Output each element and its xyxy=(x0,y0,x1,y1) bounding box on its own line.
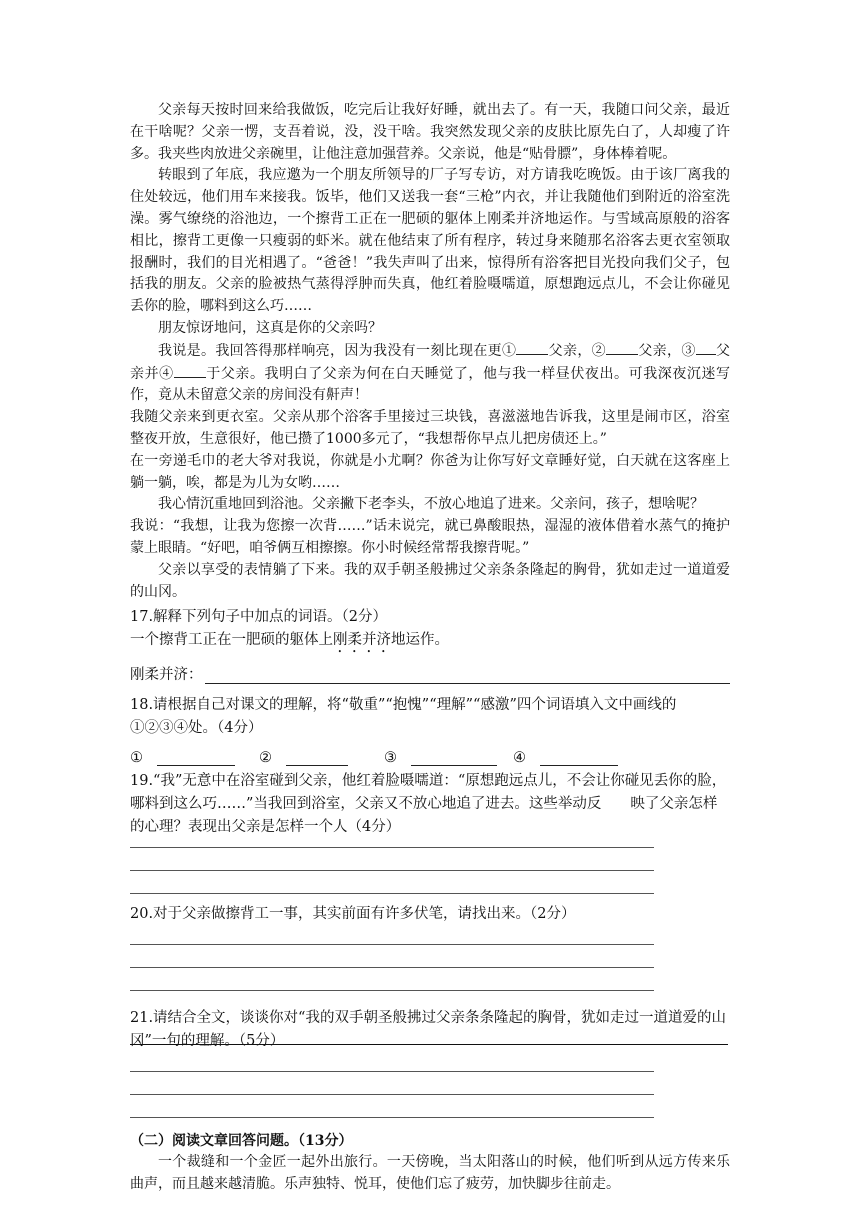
story-paragraph-8: 我说：“我想，让我为您擦一次背……”话未说完，就已鼻酸眼热，湿湿的液体借着水蒸气的掩护蒙上眼睛。“好吧，咱爷俩互相擦擦。你小时候经常帮我擦背呢。” xyxy=(130,518,730,556)
exam-page xyxy=(130,100,730,1196)
q18-label-3: ③ xyxy=(384,750,397,767)
q19-answer-line[interactable] xyxy=(130,893,654,894)
q19-answer-lines xyxy=(130,847,654,894)
section-2-paragraph-1: 一个裁缝和一个金匠一起外出旅行。一天傍晚，当太阳落山的时候，他们听到从远方传来乐曲声，而且越来越清脆。乐声独特、悦耳，使他们忘了疲劳，加快脚步往前走。 xyxy=(130,1154,730,1193)
story-paragraph-3: 朋友惊讶地问，这真是你的父亲吗？ xyxy=(158,319,382,336)
q21-answer-line[interactable] xyxy=(130,1117,654,1118)
q19-answer-line[interactable] xyxy=(130,847,654,848)
q17-dotted-word: 刚柔并济 xyxy=(333,632,391,649)
story-paragraph-7: 我心情沉重地回到浴池。父亲撇下老李头，不放心地追了进来。父亲问，孩子，想啥呢？ xyxy=(158,496,704,513)
fill-blank-4[interactable] xyxy=(174,363,206,378)
story-paragraph-1: 父亲每天按时回来给我做饭，吃完后让我好好睡，就出去了。有一天，我随口问父亲，最近在干啥呢？父亲一愣，支吾着说，没，没干啥。我突然发现父亲的皮肤比原先白了，人却瘦了许多。我夹些肉放进父亲碗里，让他注意加强营养。父亲说，他是“贴骨膘”，身体棒着呢。 xyxy=(130,102,730,162)
fill-blank-3[interactable] xyxy=(696,340,716,355)
q17-answer-label: 刚柔并济： xyxy=(130,667,203,684)
story-p4-a: 父亲，② xyxy=(548,342,607,359)
question-18-prompt: 18.请根据自己对课文的理解，将“敬重”“抱愧”“理解”“感激”四个词语填入文中画线的①②③④处。（4分） xyxy=(130,697,677,737)
q20-answer-lines xyxy=(130,944,654,991)
story-p4-post: 于父亲。我明白了父亲为何在白天睡觉了，他与我一样昼伏夜出。可我深夜沉迷写作，竟从未留意父亲的房间没有鼾声！ xyxy=(130,365,731,404)
q18-label-4: ④ xyxy=(513,750,526,767)
question-17-sentence xyxy=(130,629,730,656)
q17-sentence-pre: 一个擦背工正在一肥硕的躯体上 xyxy=(130,632,333,649)
q21-answer-lines xyxy=(130,1071,654,1118)
story-paragraph-6: 在一旁递毛巾的老大爷对我说，你就是小尤啊？你爸为让你写好文章睡好觉，白天就在这客座上躺一躺，唉，都是为儿为女哟…… xyxy=(130,452,730,491)
question-20-prompt: 20.对于父亲做擦背工一事，其实前面有许多伏笔，请找出来。（2分） xyxy=(130,906,576,923)
q18-label-2: ② xyxy=(259,750,272,767)
section-divider xyxy=(130,1044,728,1045)
q17-answer-line[interactable] xyxy=(205,669,731,684)
story-paragraph-2: 转眼到了年底，我应邀为一个朋友所领导的厂子写专访，对方请我吃晚饭。由于该厂离我的住处较远，他们用车来接我。饭毕，他们又送我一套“三枪”内衣，并让我随他们到附近的浴室洗澡。雾气缭绕的浴池边，一个擦背工正在一肥硕的躯体上刚柔并济地运作。与雪域高原般的浴客相比，擦背工更像一只瘦弱的虾米。就在他结束了所有程序，转过身来随那名浴客去更衣室领取报酬时，我们的目光相遇了。“爸爸！”我失声叫了出来，惊得所有浴客把目光投向我们父子，包括我的朋友。父亲的脸被热气蒸得浮肿而失真，他红着脸嗫嚅道，原想跑远点儿，不会让你碰见丢你的脸，哪料到这么巧…… xyxy=(130,167,730,315)
story-paragraph-4 xyxy=(130,340,730,407)
section-2-heading: （二）阅读文章回答问题。（13分） xyxy=(130,1133,353,1150)
story-p4-b: 父亲，③ xyxy=(638,342,696,359)
q18-label-1: ① xyxy=(130,750,143,767)
fill-blank-2[interactable] xyxy=(606,340,638,355)
q18-answer-row xyxy=(130,744,730,766)
story-paragraph-5: 我随父亲来到更衣室。父亲从那个浴客手里接过三块钱，喜滋滋地告诉我，这里是闹市区，浴室整夜开放，生意很好，他已攒了1000多元了，“我想帮你早点儿把房债还上。” xyxy=(130,409,730,447)
q20-answer-line[interactable] xyxy=(130,990,654,991)
q17-answer-row xyxy=(130,662,730,684)
q20-answer-line[interactable] xyxy=(130,944,654,945)
question-21-prompt: 21.请结合全文，谈谈你对“我的双手朝圣般拂过父亲条条隆起的胸骨，犹如走过一道道爱的山冈”一句的理解。（5分） xyxy=(130,1010,726,1050)
q19-answer-line[interactable] xyxy=(130,870,654,871)
q18-answer-line-3[interactable] xyxy=(411,751,497,766)
question-19-prompt: 19.“我”无意中在浴室碰到父亲，他红着脸嗫嚅道：“原想跑远点儿，不会让你碰见丢你的脸，哪料到这么巧……”当我回到浴室，父亲又不放心地追了进去。这些举动反 映了父亲怎样的心理？表现出父亲是怎样一个人（4分） xyxy=(130,773,727,836)
story-p4-pre: 我说是。我回答得那样响亮，因为我没有一刻比现在更① xyxy=(158,342,517,359)
fill-blank-1[interactable] xyxy=(516,340,548,355)
q21-answer-line[interactable] xyxy=(130,1094,654,1095)
story-paragraph-9: 父亲以享受的表情躺了下来。我的双手朝圣般拂过父亲条条隆起的胸骨，犹如走过一道道爱的山冈。 xyxy=(130,561,730,600)
q17-sentence-post: 地运作。 xyxy=(391,632,449,649)
q18-answer-line-1[interactable] xyxy=(157,751,235,766)
q21-answer-line[interactable] xyxy=(130,1071,654,1072)
story-p4-c: 父亲并④ xyxy=(130,342,731,382)
q20-answer-line[interactable] xyxy=(130,967,654,968)
q18-answer-line-2[interactable] xyxy=(286,751,348,766)
q18-answer-line-4[interactable] xyxy=(540,751,618,766)
question-17-prompt: 17.解释下列句子中加点的词语。（2分） xyxy=(130,609,388,626)
